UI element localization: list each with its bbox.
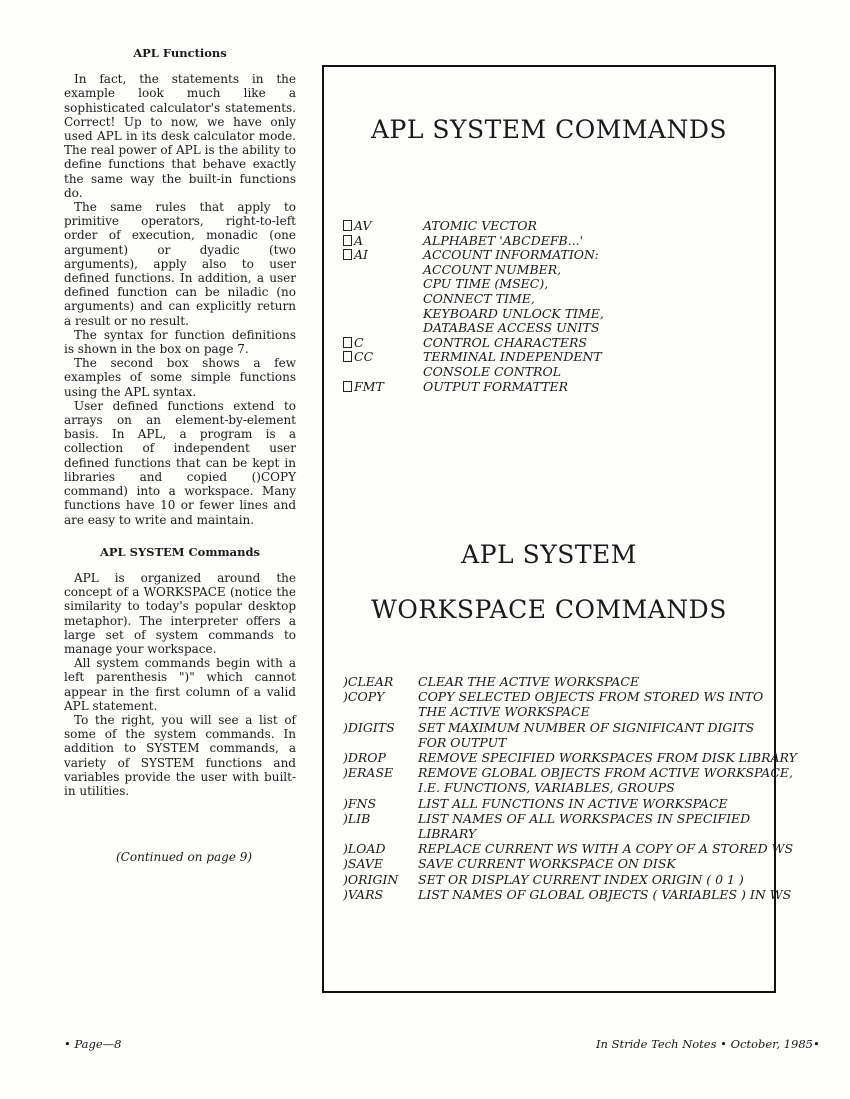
command-name: )VARS — [343, 886, 384, 902]
quad-icon — [343, 249, 352, 260]
command-name: AV — [343, 219, 371, 234]
command-description: SET MAXIMUM NUMBER OF SIGNIFICANT DIGITS — [418, 719, 755, 735]
command-name: CC — [343, 350, 373, 365]
command-description: SAVE CURRENT WORKSPACE ON DISK — [418, 856, 676, 872]
box-title-system-commands: APL SYSTEM COMMANDS — [370, 115, 728, 144]
command-description: REPLACE CURRENT WS WITH A COPY OF A STORED WS — [418, 841, 794, 857]
command-name: A — [343, 234, 363, 249]
paragraph: User defined functions extend to arrays on an element-by-element basis. In APL, a program is a collection of independent user defined functions that can be kept in libraries and copied ()COPY command) into a workspace. Many functions have 10 or fewer lines and are easy to write and maintain. — [64, 398, 296, 527]
command-description: ACCOUNT NUMBER, — [423, 261, 562, 277]
paragraph: To the right, you will see a list of some of the system commands. In addition to SYSTEM commands, a variety of SYSTEM functions and variables provide the user with built-in utilities. — [64, 712, 296, 798]
command-name: )LOAD — [343, 841, 386, 857]
command-description: LIST ALL FUNCTIONS IN ACTIVE WORKSPACE — [418, 795, 728, 811]
paragraph: APL is organized around the concept of a WORKSPACE (notice the similarity to today's popular desktop metaphor). The interpreter offers a large set of system commands to manage your workspace. — [64, 570, 296, 656]
box-title-workspace-commands: WORKSPACE COMMANDS — [371, 595, 727, 624]
command-description: ACCOUNT INFORMATION: — [423, 247, 599, 263]
system-commands-box — [322, 65, 797, 993]
command-description: ATOMIC VECTOR — [423, 218, 537, 233]
quad-icon — [343, 381, 352, 392]
command-description: LIBRARY — [418, 826, 477, 841]
quad-icon — [343, 235, 352, 246]
quad-icon — [343, 337, 352, 348]
command-description: DATABASE ACCESS UNITS — [423, 320, 600, 336]
command-description: ALPHABET 'ABCDEFB...' — [423, 232, 584, 248]
command-description: THE ACTIVE WORKSPACE — [418, 704, 590, 720]
command-description: CONNECT TIME, — [423, 291, 535, 306]
command-description: LIST NAMES OF ALL WORKSPACES IN SPECIFIED — [418, 810, 751, 826]
box-title-apl-system: APL SYSTEM — [461, 540, 637, 569]
footer-publication: In Stride Tech Notes • October, 1985• — [596, 1037, 820, 1051]
command-name: )CLEAR — [343, 674, 394, 689]
command-description: OUTPUT FORMATTER — [423, 378, 569, 394]
command-name: )ORIGIN — [343, 871, 399, 887]
paragraph: The second box shows a few examples of some simple functions using the APL syntax. — [64, 356, 296, 399]
command-description: KEYBOARD UNLOCK TIME, — [423, 305, 604, 321]
quad-icon — [343, 351, 352, 362]
command-description: TERMINAL INDEPENDENT — [423, 349, 602, 365]
command-description: COPY SELECTED OBJECTS FROM STORED WS INTO — [418, 689, 764, 705]
command-name: )ERASE — [343, 765, 394, 781]
paragraph: All system commands begin with a left parenthesis ")" which cannot appear in the first column of a valid APL statement. — [64, 656, 296, 713]
command-description: SET OR DISPLAY CURRENT INDEX ORIGIN ( 0 1 ) — [418, 871, 744, 887]
command-name: )LIB — [343, 810, 371, 826]
command-name: )COPY — [343, 689, 385, 705]
command-description: CPU TIME (MSEC), — [423, 276, 549, 292]
command-description: FOR OUTPUT — [418, 734, 507, 750]
left-column — [64, 46, 296, 798]
heading-apl-system-commands: APL SYSTEM Commands — [99, 544, 261, 559]
footer-page-number: • Page—8 — [64, 1037, 122, 1051]
heading-apl-functions: APL Functions — [133, 46, 227, 60]
command-name: FMT — [343, 380, 384, 395]
command-name: AI — [343, 248, 368, 263]
paragraph: The syntax for function definitions is shown in the box on page 7. — [64, 327, 296, 357]
command-description: CONTROL CHARACTERS — [423, 334, 587, 350]
paragraphs-functions — [64, 72, 296, 527]
command-description: CLEAR THE ACTIVE WORKSPACE — [418, 674, 640, 689]
command-description: REMOVE SPECIFIED WORKSPACES FROM DISK LIBRARY — [418, 750, 797, 765]
continued-note: (Continued on page 9) — [116, 850, 253, 864]
command-description: LIST NAMES OF GLOBAL OBJECTS ( VARIABLES ) IN WS — [418, 886, 792, 902]
command-name: )DROP — [343, 750, 386, 765]
command-name: )FNS — [343, 795, 377, 811]
paragraph: The same rules that apply to primitive operators, right-to-left order of execution, monadic (one argument) or dyadic (two arguments), apply also to user defined functions. In addition, a user defined function can be niladic (no arguments) and can explicitly return a result or no result. — [64, 200, 296, 328]
paragraph: In fact, the statements in the example look much like a sophisticated calculator's statements. Correct! Up to now, we have only used APL in its desk calculator mode. The real power of APL is the ability to define functions that behave exactly the same way the built-in functions do. — [64, 72, 296, 200]
command-description: CONSOLE CONTROL — [423, 364, 562, 379]
command-name: )SAVE — [343, 856, 383, 872]
section-system-commands — [64, 545, 296, 798]
command-description: I.E. FUNCTIONS, VARIABLES, GROUPS — [418, 780, 675, 796]
quad-icon — [343, 220, 352, 231]
command-description: REMOVE GLOBAL OBJECTS FROM ACTIVE WORKSPACE, — [418, 765, 793, 781]
command-name: C — [343, 336, 364, 351]
command-name: )DIGITS — [343, 719, 395, 735]
